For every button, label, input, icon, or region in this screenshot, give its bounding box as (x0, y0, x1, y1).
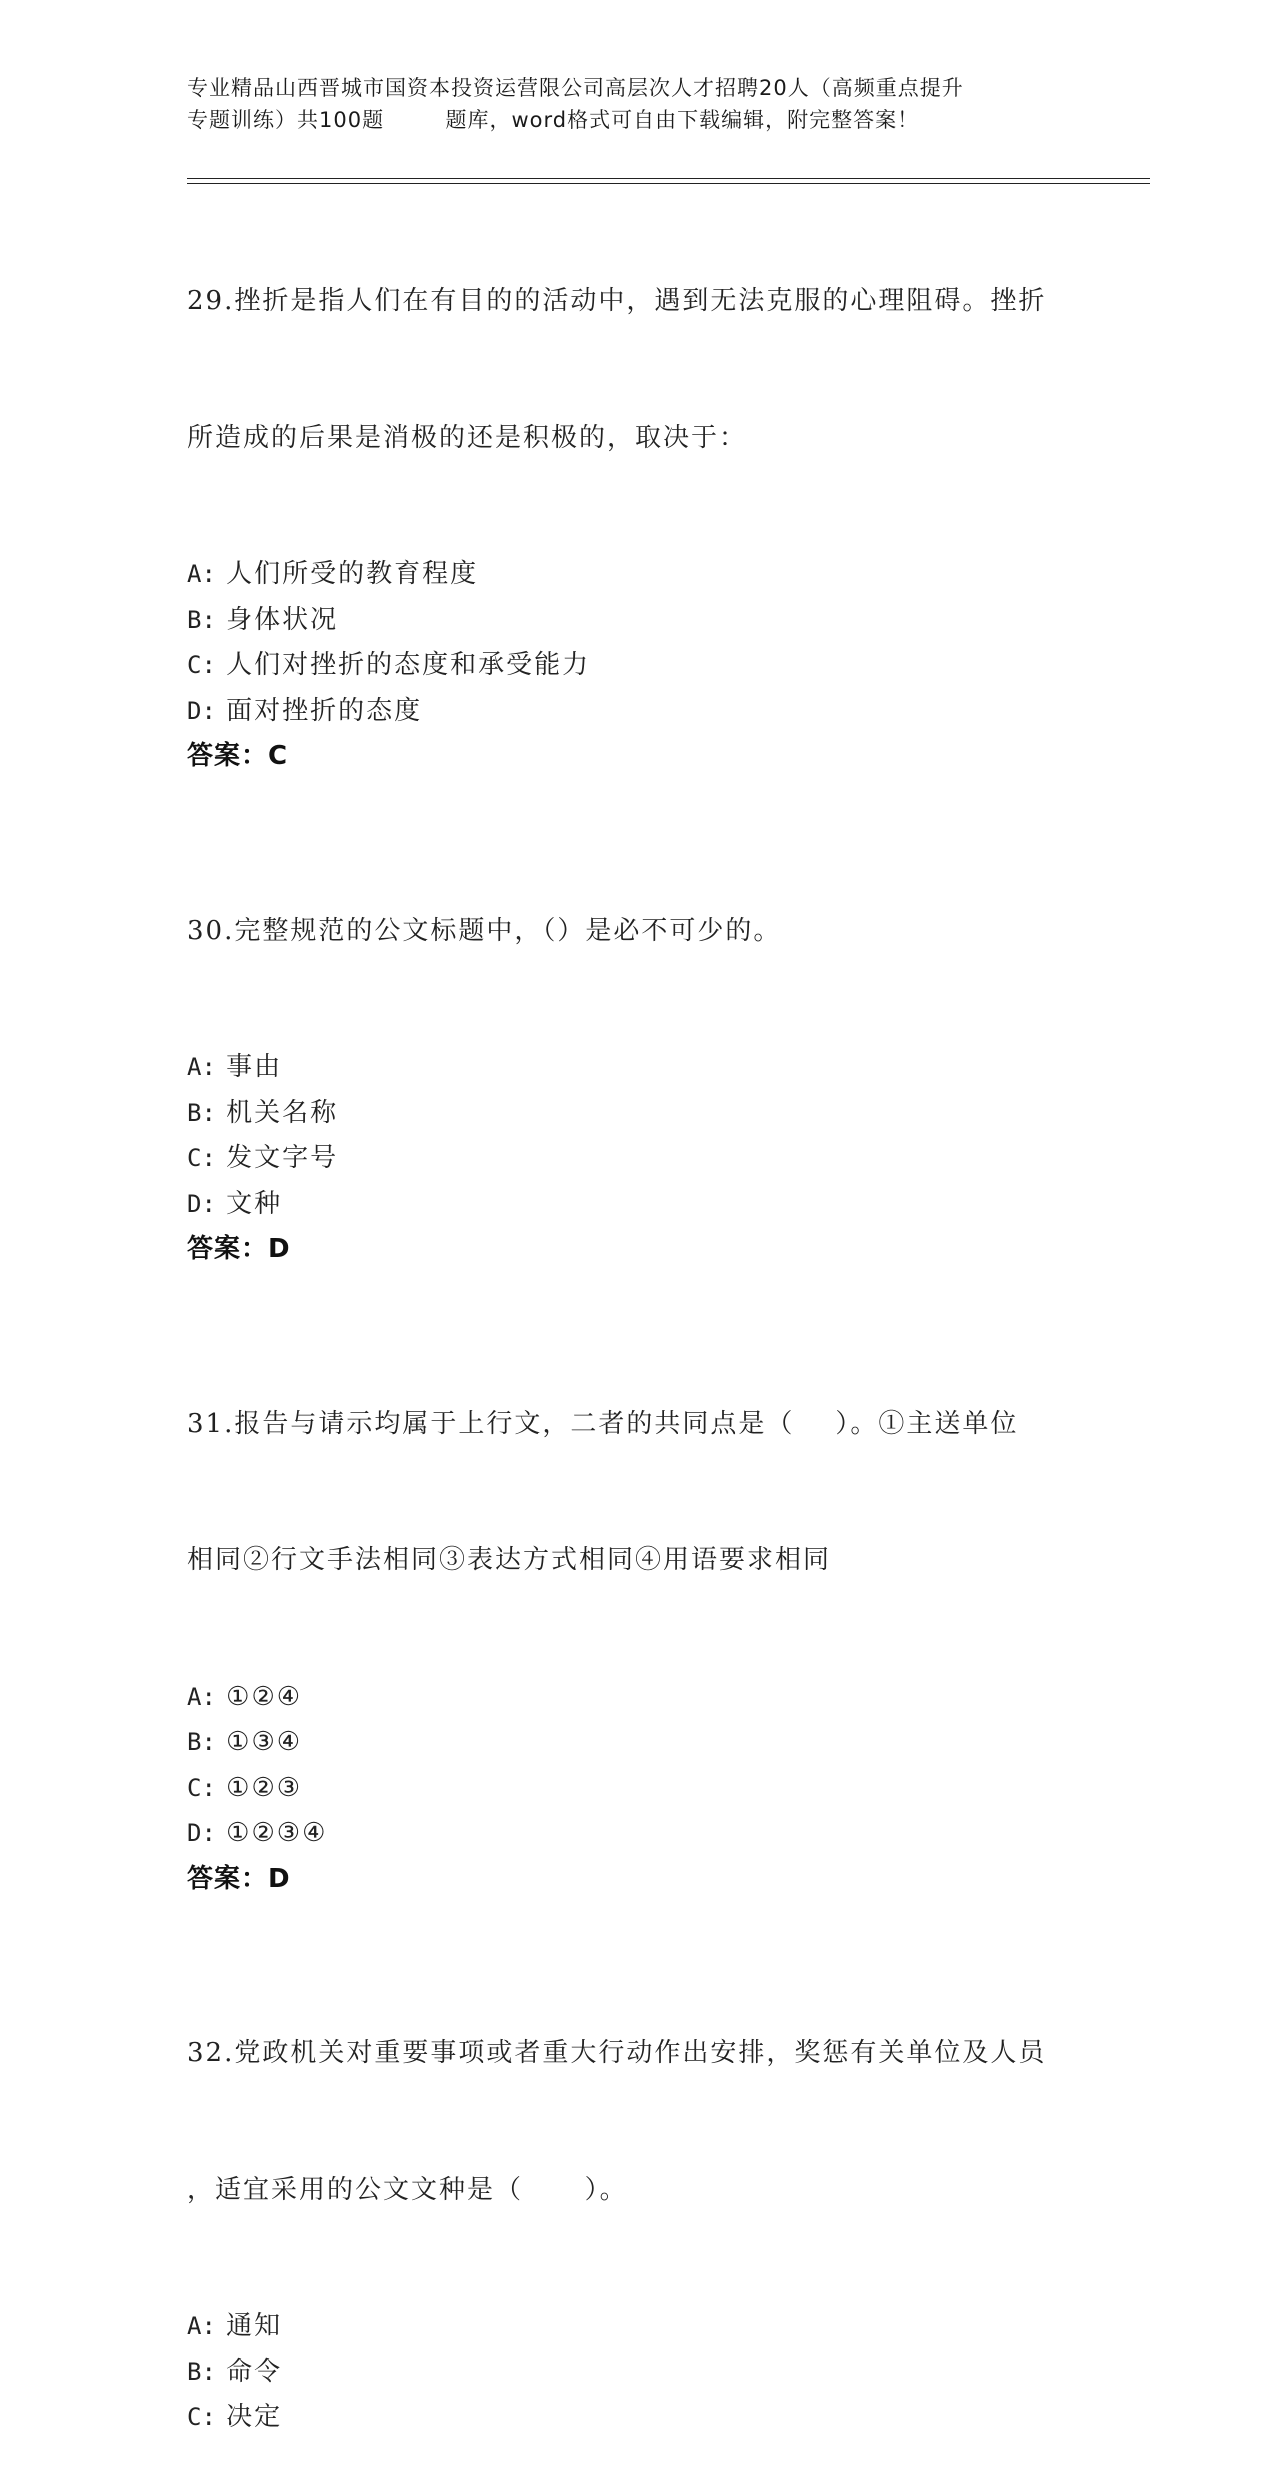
stem-line: 32.党政机关对重要事项或者重大行动作出安排，奖惩有关单位及人员 (187, 2038, 1047, 2068)
option-d (187, 689, 1087, 735)
option-key: C: (187, 1773, 216, 1802)
option-key: D: (187, 696, 216, 725)
option-key: C: (187, 651, 216, 679)
option-a (187, 1045, 1087, 1091)
option-text: 命令 (226, 2356, 283, 2387)
option-text: ①②③④ (226, 1818, 328, 1848)
answer-text: 答案：C (187, 741, 289, 771)
option-key: B: (187, 605, 216, 634)
answer-text: 答案：D (187, 1234, 291, 1264)
answer-text: 答案：D (187, 1863, 291, 1894)
stem-line: 31.报告与请示均属于上行文，二者的共同点是（ ）。①主送单位 (187, 1408, 1019, 1439)
option-text: ①③④ (226, 1727, 303, 1757)
option-text: 人们对挫折的态度和承受能力 (226, 650, 591, 680)
option-text: ①②④ (226, 1681, 303, 1712)
header-divider-top (187, 178, 1150, 179)
question-32 (187, 1940, 1087, 2441)
question-stem (187, 1311, 1087, 1675)
option-key: A: (187, 2312, 216, 2340)
question-30 (187, 818, 1087, 1273)
option-key: B: (187, 1098, 216, 1127)
question-29 (187, 188, 1087, 780)
option-key: B: (187, 1728, 216, 1756)
option-c (187, 643, 1087, 689)
option-b (187, 1091, 1087, 1137)
header-line-2: 专题训练）共100题 题库，word格式可自由下载编辑，附完整答案！ (187, 108, 920, 132)
question-31 (187, 1311, 1087, 1903)
option-d (187, 1182, 1087, 1228)
option-key: C: (187, 1144, 216, 1172)
option-b (187, 2350, 1087, 2396)
option-key: C: (187, 2403, 216, 2431)
option-key: A: (187, 1053, 216, 1081)
option-text: 发文字号 (226, 1143, 339, 1173)
stem-line: 相同②行文手法相同③表达方式相同④用语要求相同 (187, 1545, 832, 1575)
question-stem (187, 818, 1087, 1046)
header-line-1: 专业精品山西晋城市国资本投资运营限公司高层次人才招聘20人（高频重点提升 (187, 76, 964, 100)
option-text: 文种 (226, 1188, 283, 1219)
option-text: 人们所受的教育程度 (226, 559, 479, 589)
option-key: A: (187, 1682, 216, 1711)
option-text: 决定 (226, 2402, 283, 2432)
header-divider-bottom (187, 183, 1150, 184)
option-c (187, 2395, 1087, 2441)
option-b (187, 598, 1087, 644)
stem-line: 29.挫折是指人们在有目的的活动中，遇到无法克服的心理阻碍。挫折 (187, 286, 1047, 316)
option-d (187, 1811, 1087, 1857)
option-text: 机关名称 (226, 1097, 339, 1128)
option-key: D: (187, 1819, 216, 1847)
document-header (187, 72, 1087, 136)
option-text: ①②③ (226, 1772, 303, 1803)
stem-line: ，适宜采用的公文文种是（ ）。 (187, 2174, 628, 2205)
option-a (187, 2304, 1087, 2350)
question-list (187, 188, 1087, 2479)
option-text: 身体状况 (226, 604, 339, 635)
option-b (187, 1720, 1087, 1766)
option-key: D: (187, 1189, 216, 1218)
option-c (187, 1766, 1087, 1812)
stem-line: 30.完整规范的公文标题中，（）是必不可少的。 (187, 915, 782, 946)
option-text: 通知 (226, 2311, 283, 2341)
option-c (187, 1136, 1087, 1182)
option-text: 事由 (226, 1052, 283, 1082)
option-a (187, 1675, 1087, 1721)
option-a (187, 552, 1087, 598)
stem-line: 所造成的后果是消极的还是积极的，取决于： (187, 422, 748, 453)
option-key: A: (187, 560, 216, 588)
option-key: B: (187, 2357, 216, 2386)
question-stem (187, 188, 1087, 552)
question-stem (187, 1940, 1087, 2304)
option-text: 面对挫折的态度 (226, 695, 423, 726)
